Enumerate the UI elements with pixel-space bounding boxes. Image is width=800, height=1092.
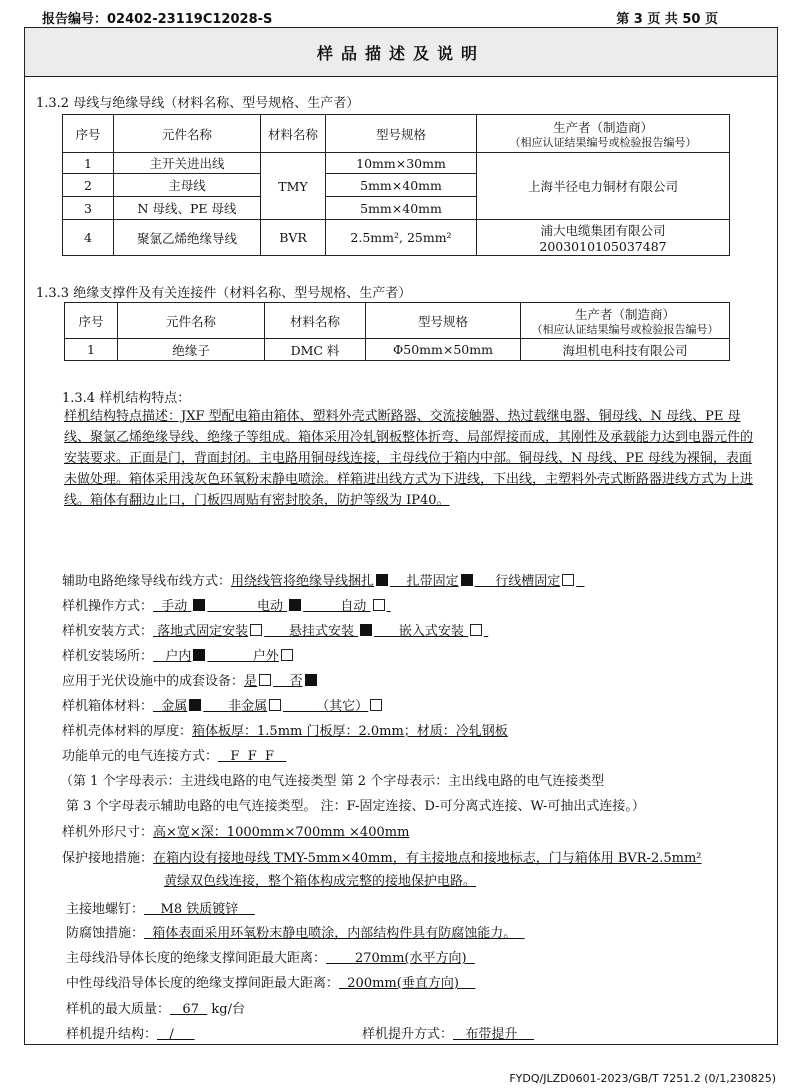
mass-row: 样机的最大质量： 67 kg/台 bbox=[66, 1002, 245, 1017]
note-line-1: （第 1 个字母表示：主进线电路的电气连接类型 第 2 个字母表示：主出线电路的电气连接类型 bbox=[60, 774, 605, 789]
busbar-table bbox=[62, 114, 730, 256]
cell-name: 主开关进出线 bbox=[114, 153, 261, 174]
cell-name: N 母线、PE 母线 bbox=[114, 197, 261, 220]
cell-no: 1 bbox=[65, 339, 118, 361]
neutral-bus-distance-row: 中性母线沿导体长度的绝缘支撑间距最大距离： 200mm(垂直方向) bbox=[66, 976, 459, 991]
cell-spec: 2.5mm², 25mm² bbox=[326, 220, 477, 256]
cell-no: 2 bbox=[63, 174, 114, 197]
structure-description: 样机结构特点描述：JXF 型配电箱由箱体、塑料外壳式断路器、交流接触器、热过载继电器、铜母线、N 母线、PE 母线、聚氯乙烯绝缘导线、绝缘子等组成。箱体采用冷轧钢板整体折弯、局部焊接而成，其刚性及承载能力达到电器元件的安装要求。正面是门，背面封闭。主电路用铜母线连接，主母线位于箱内中部。铜母线、N 母线、PE 母线为裸铜，表面未做处理。箱体采用浅灰色环氧粉末静电喷涂。样箱进出线方式为下进线，下出线，主塑料外壳式断路器进线方式为上进线。箱体有翻边止口，门板四周贴有密封胶条，防护等级为 IP40。 bbox=[64, 409, 754, 508]
lift-structure-row: 样机提升结构： / bbox=[66, 1027, 174, 1042]
note-line-2: 第 3 个字母表示辅助电路的电气连接类型。 注：F-固定连接、D-可分离式连接、W-可抽出式连接。） bbox=[66, 799, 645, 814]
cell-name: 主母线 bbox=[114, 174, 261, 197]
checkbox-checked bbox=[461, 574, 473, 586]
checkbox-empty bbox=[373, 599, 385, 611]
report-number: 报告编号：02402-23119C12028-S bbox=[42, 12, 273, 27]
cell-spec: 5mm×40mm bbox=[326, 174, 477, 197]
lift-method-row: 样机提升方式： 布带提升 bbox=[362, 1027, 518, 1042]
checkbox-empty bbox=[250, 624, 262, 636]
col-material: 材料名称 bbox=[261, 115, 326, 153]
cell-no: 1 bbox=[63, 153, 114, 174]
cell-maker: 浦大电缆集团有限公司 2003010105037487 bbox=[477, 220, 730, 256]
checkbox-checked bbox=[289, 599, 301, 611]
page-title: 样品描述及说明 bbox=[25, 28, 777, 77]
corrosion-row: 防腐蚀措施： 箱体表面采用环氧粉末静电喷涂，内部结构件具有防腐蚀能力。 bbox=[66, 926, 517, 941]
checkbox-empty bbox=[269, 699, 281, 711]
function-row: 功能单元的电气连接方式： F F F bbox=[62, 749, 275, 764]
cell-spec: 5mm×40mm bbox=[326, 197, 477, 220]
col-spec: 型号规格 bbox=[326, 115, 477, 153]
earthing-row-2: 黄绿双色线连接，整个箱体构成完整的接地保护电路。 bbox=[164, 874, 477, 889]
cell-name: 绝缘子 bbox=[118, 339, 265, 361]
checkbox-checked bbox=[376, 574, 388, 586]
thickness-row: 样机壳体材料的厚度：箱体板厚：1.5mm 门板厚：2.0mm；材质：冷轧钢板 bbox=[62, 724, 508, 739]
cell-name: 聚氯乙烯绝缘导线 bbox=[114, 220, 261, 256]
insulator-table bbox=[64, 302, 730, 361]
cell-no: 3 bbox=[63, 197, 114, 220]
col-maker: 生产者（制造商） （相应认证结果编号或检验报告编号） bbox=[477, 115, 730, 153]
section-1-3-2-heading: 1.3.2 母线与绝缘导线（材料名称、型号规格、生产者） bbox=[36, 96, 360, 111]
section-1-3-3-heading: 1.3.3 绝缘支撑件及有关连接件（材料名称、型号规格、生产者） bbox=[36, 286, 412, 301]
checkbox-checked bbox=[189, 699, 201, 711]
site-row: 样机安装场所： 户内 户外 bbox=[62, 645, 295, 664]
cell-spec: 10mm×30mm bbox=[326, 153, 477, 174]
checkbox-empty bbox=[562, 574, 574, 586]
section-1-3-4-heading: 1.3.4 样机结构特点： bbox=[62, 391, 191, 406]
checkbox-empty bbox=[370, 699, 382, 711]
checkbox-checked bbox=[305, 674, 317, 686]
col-no: 序号 bbox=[63, 115, 114, 153]
pv-row: 应用于光伏设施中的成套设备：是 否 bbox=[62, 670, 319, 689]
checkbox-checked bbox=[360, 624, 372, 636]
col-maker: 生产者（制造商） （相应认证结果编号或检验报告编号） bbox=[521, 303, 730, 339]
checkbox-empty bbox=[281, 649, 293, 661]
col-spec: 型号规格 bbox=[366, 303, 521, 339]
page-header bbox=[22, 8, 778, 27]
cell-material: DMC 料 bbox=[265, 339, 366, 361]
operation-row: 样机操作方式： 手动 电动 自动 bbox=[62, 595, 391, 614]
main-bus-distance-row: 主母线沿导体长度的绝缘支撑间距最大距离： 270mm(水平方向) bbox=[66, 951, 467, 966]
cell-material: TMY bbox=[261, 153, 326, 220]
form-code: FYDQ/JLZD0601-2023/GB/T 7251.2 (0/1,230825) bbox=[509, 1072, 776, 1085]
cell-maker: 海坦机电科技有限公司 bbox=[521, 339, 730, 361]
col-name: 元件名称 bbox=[118, 303, 265, 339]
cell-no: 4 bbox=[63, 220, 114, 256]
cell-maker: 上海半径电力铜材有限公司 bbox=[477, 153, 730, 220]
checkbox-checked bbox=[193, 599, 205, 611]
checkbox-empty bbox=[470, 624, 482, 636]
bolt-row: 主接地螺钉： M8 铁质镀锌 bbox=[66, 902, 239, 917]
mounting-row: 样机安装方式： 落地式固定安装 悬挂式安装 嵌入式安装 bbox=[62, 620, 488, 639]
cell-material: BVR bbox=[261, 220, 326, 256]
checkbox-empty bbox=[259, 674, 271, 686]
page-number: 第 3 页 共 50 页 bbox=[616, 12, 718, 27]
col-material: 材料名称 bbox=[265, 303, 366, 339]
cell-spec: Φ50mm×50mm bbox=[366, 339, 521, 361]
dimension-row: 样机外形尺寸：高×宽×深：1000mm×700mm ×400mm bbox=[62, 825, 410, 840]
col-no: 序号 bbox=[65, 303, 118, 339]
col-name: 元件名称 bbox=[114, 115, 261, 153]
material-row: 样机箱体材料： 金属 非金属 （其它） bbox=[62, 695, 384, 714]
earthing-row: 保护接地措施：在箱内设有接地母线 TMY-5mm×40mm，有主接地点和接地标志，门与箱体用 BVR-2.5mm² bbox=[62, 851, 702, 866]
checkbox-checked bbox=[193, 649, 205, 661]
wiring-row: 辅助电路绝缘导线布线方式：用绕线管将绝缘导线捆扎 扎带固定 行线槽固定 bbox=[62, 570, 585, 589]
